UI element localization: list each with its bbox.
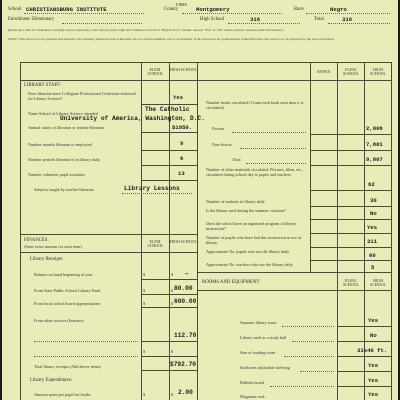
fiction-label: Fiction — [212, 126, 224, 131]
pupils-daily-value: 60 — [369, 252, 376, 259]
pupils-daily-question: Approximate No. pupils who use the library daily — [206, 249, 290, 254]
bulletin-board-label: Bulletin board — [240, 380, 265, 385]
other-sources-label: From other sources (Itemize): — [34, 318, 84, 323]
summer-use-question: Is the library used during the summer vacation? — [206, 208, 286, 213]
magazine-rack-value: Yes — [368, 391, 379, 398]
balance-dollar-elem: $ — [143, 272, 146, 277]
blank-dollar-elem: $ — [143, 349, 146, 354]
col-elem-right: ELEM. SCHOOL — [342, 67, 359, 77]
note: NOTE: This report is to be prepared and signed by the regularly employed school librarian who is a faculty member, not by an assistant. If the school has no professionally trained librarian, this report is to be prepared by the school principal. — [8, 37, 335, 41]
total-receipts-label: Total library receipts (Add above items) — [34, 364, 102, 369]
high-school-enrollment: 316 — [250, 16, 261, 23]
helpers-question: Number volunteer pupil assistants — [28, 172, 86, 177]
magazine-rack-label: Magazine rack — [240, 394, 265, 399]
rooms-col-elem: ELEM. SCHOOL — [342, 278, 359, 288]
other-materials-question: Number of other materials circulated: Pictures, films, etc., circulated during school day to pupils and teachers — [206, 167, 304, 177]
per-pupil-dollar-elem: $ — [143, 392, 146, 397]
total-label: Total — [314, 17, 324, 22]
expenditures-label: Library Expenditures: — [30, 378, 73, 383]
per-pupil-dollar-high: $ — [171, 392, 174, 397]
local-dollar-high: $ — [171, 301, 174, 306]
balance-dollar-high: $ — [171, 272, 174, 277]
fin-col-high: HIGH SCHOOL — [170, 239, 197, 244]
reading-room-size-label: Size of reading room — [240, 350, 276, 355]
teachers-daily-value: 5 — [371, 264, 375, 271]
books-circulated-question: Number books circulated (Count each book each time it is circulated) — [206, 100, 304, 110]
instruction-program-question: Does the school have an organized program of library instruction? — [206, 221, 297, 231]
total-enrollment: 316 — [342, 16, 353, 23]
school-value: CHRISTIANSBURG INSTITUTE — [26, 6, 107, 13]
col-elem-left: ELEM. SCHOOL — [147, 67, 164, 77]
school-attended-1: The Catholic — [145, 106, 190, 113]
instructions: (Please give data for elementary and high schools separately. Give data for junior high and combined schools in "High School" column. Answer "Yes" or "No" unless question requires other information.) — [8, 28, 284, 32]
state-dollar-high: $ — [171, 288, 174, 293]
finances-subtitle: (State exact amount for each item) — [24, 244, 82, 249]
state-dollar-elem: $ — [143, 288, 146, 293]
state-fund-label: From State Public School Library Fund — [34, 288, 101, 293]
county-stamp: CSDA — [176, 2, 187, 7]
helpers-answer: 13 — [178, 170, 185, 177]
periods-answer: 6 — [180, 155, 184, 162]
total-receipts-value: $792.70 — [170, 361, 196, 368]
rooms-title: ROOMS AND EQUIPMENT: — [202, 280, 261, 285]
pupils-instructed-question: Number of pupils who have had this instruction in use of library — [206, 235, 302, 245]
nonfiction-label: Non-fiction — [212, 142, 232, 147]
receipts-label: Library Receipts: — [30, 257, 64, 262]
school-attended-question: Name School of Library Science attended — [28, 111, 99, 116]
other-materials-value: 62 — [368, 181, 375, 188]
study-hall-label: Library used as a study hall — [240, 335, 287, 340]
staff-title: LIBRARY STAFF: — [24, 83, 62, 88]
students-daily-question: Number of students in library daily — [206, 199, 265, 204]
shelving-value: Yes — [368, 362, 379, 369]
col-annex: ANNEX — [316, 69, 331, 74]
col-high-left: HIGH SCHOOL — [170, 67, 197, 72]
subjects-answer: Library Lessons — [124, 185, 180, 192]
blank-dollar-high: $ — [171, 349, 174, 354]
teachers-daily-question: Approximate No. teachers who use the library daily — [206, 262, 293, 267]
balance-label: Balance on hand beginning of year — [34, 272, 93, 277]
county-value: Montgomery — [196, 6, 230, 13]
study-hall-value: No — [370, 332, 377, 339]
shelving-label: Sufficient adjustable shelving — [240, 365, 290, 370]
months-question: Number months librarian is employed — [28, 142, 92, 147]
fiction-value: 2,006 — [366, 125, 383, 132]
separate-room-value: Yes — [368, 317, 379, 324]
subjects-question: Subjects taught by teacher-librarian — [34, 187, 94, 192]
periods-question: Number periods librarian is in library daily — [28, 157, 101, 162]
local-dollar-elem: $ — [143, 301, 146, 306]
col-high-right: HIGH SCHOOL — [369, 67, 386, 77]
local-fund-label: From local school board appropriations — [34, 301, 101, 306]
pupils-instructed-value: 311 — [367, 238, 378, 245]
separate-room-label: Separate library room — [240, 320, 277, 325]
county-label: County — [164, 7, 179, 12]
salary-question: Annual salary of librarian or teacher-librarian — [28, 125, 105, 130]
circulation-total-value: 9,807 — [366, 156, 383, 163]
school-label: School — [8, 7, 22, 12]
balance-value: — — [185, 270, 189, 277]
cert-question: Does librarian have Collegiate Professional Certificate endorsed for Library Science? — [28, 91, 136, 101]
per-pupil-value: 2.00 — [178, 389, 193, 396]
salary-answer: $1950. — [172, 124, 193, 131]
bulletin-board-value: Yes — [368, 377, 379, 384]
reading-room-size-value: 31x40 ft. — [357, 347, 388, 354]
cert-answer: Yes — [173, 94, 184, 101]
enrollment-label: Enrollment: Elementary — [8, 17, 55, 22]
state-fund-value: 80.00 — [174, 285, 193, 292]
race-label: Race — [294, 7, 304, 12]
finances-title: FINANCES: — [24, 238, 49, 243]
race-value: Negro — [330, 6, 347, 13]
instruction-program-value: Yes — [367, 224, 378, 231]
school-attended-2: University of America, Washington, D.C. — [60, 115, 205, 122]
nonfiction-value: 7,801 — [366, 141, 383, 148]
summer-use-value: No — [370, 210, 377, 217]
local-fund-value: 600.00 — [174, 298, 197, 305]
per-pupil-label: Amount spent per pupil for books — [34, 392, 91, 397]
students-daily-value: 30 — [370, 197, 377, 204]
fin-col-elem: ELEM. SCHOOL — [147, 239, 164, 249]
high-school-label: High School — [200, 17, 225, 22]
other-sources-value: 112.70 — [174, 332, 197, 339]
circulation-total-label: Total — [232, 157, 241, 162]
rooms-col-high: HIGH SCHOOL — [369, 278, 386, 288]
months-answer: 9 — [180, 140, 184, 147]
